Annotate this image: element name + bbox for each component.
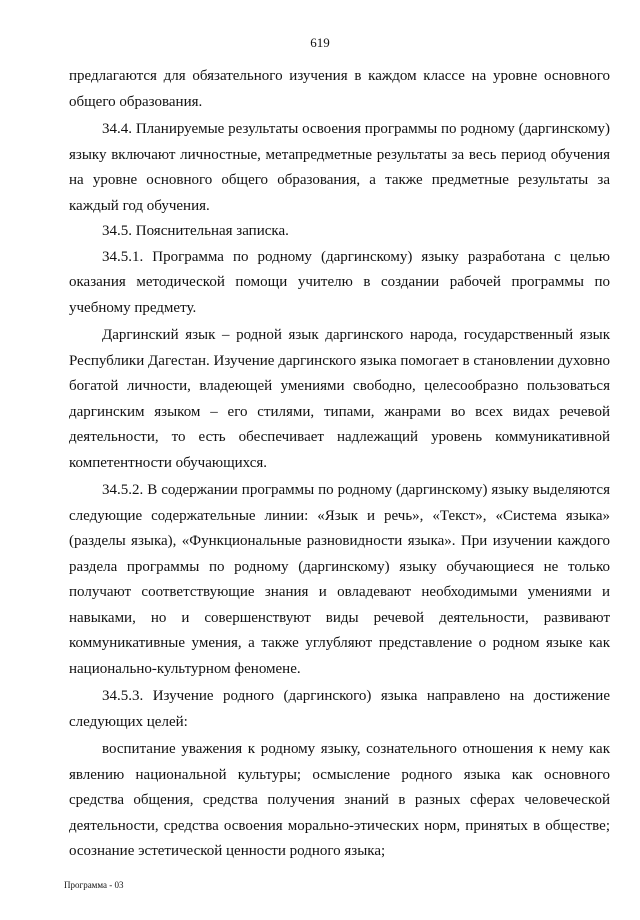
paragraph-34-5-3: 34.5.3. Изучение родного (даргинского) языка направлено на достижение следующих целей: [69, 688, 610, 730]
paragraph-goal-respect: воспитание уважения к родному языку, сознательного отношения к нему как явлению национальной культуры; осмысление родного языка как основного средства общения, средства получения знаний в разных сферах человеческой деятельности, средства освоения морально-этических норм, принятых в обществе; осознание эстетической ценности родного языка; [69, 741, 610, 859]
paragraph-34-4: 34.4. Планируемые результаты освоения программы по родному (даргинскому) языку включают личностные, метапредметные результаты за весь период обучения на уровне основного общего образования, а также предметные результаты за каждый год обучения. [69, 121, 610, 214]
paragraph-dargin-language: Даргинский язык – родной язык даргинского народа, государственный язык Республики Дагестан. Изучение даргинского языка помогает в становлении духовно богатой личности, владеющей умениями свободно, целесообразно пользоваться даргинским языком – его стилями, типами, жанрами во всех видах речевой деятельности, то есть обеспечивает надлежащий уровень коммуникативной компетентности обучающихся. [69, 327, 610, 471]
footer-label: Программа - 03 [64, 880, 124, 890]
paragraph-34-5-2: 34.5.2. В содержании программы по родному (даргинскому) языку выделяются следующие содержательные линии: «Язык и речь», «Текст», «Система языка» (разделы языка), «Функциональные разновидности языка». При изучении каждого раздела программы по родному (даргинскому) языку обучающиеся не только получают соответствующие знания и овладевают необходимыми умениями и навыками, но и совершенствуют виды речевой деятельности, развивают коммуникативные умения, а также углубляют представление о родном языке как национально-культурном феномене. [69, 482, 610, 677]
paragraph-continuation: предлагаются для обязательного изучения в каждом классе на уровне основного общего образования. [69, 68, 610, 110]
paragraph-34-5-1: 34.5.1. Программа по родному (даргинскому) языку разработана с целью оказания методической помощи учителю в создании рабочей программы по учебному предмету. [69, 248, 610, 316]
body-text [69, 64, 610, 865]
page-number: 619 [310, 35, 330, 50]
paragraph-34-5-heading: 34.5. Пояснительная записка. [102, 223, 289, 239]
